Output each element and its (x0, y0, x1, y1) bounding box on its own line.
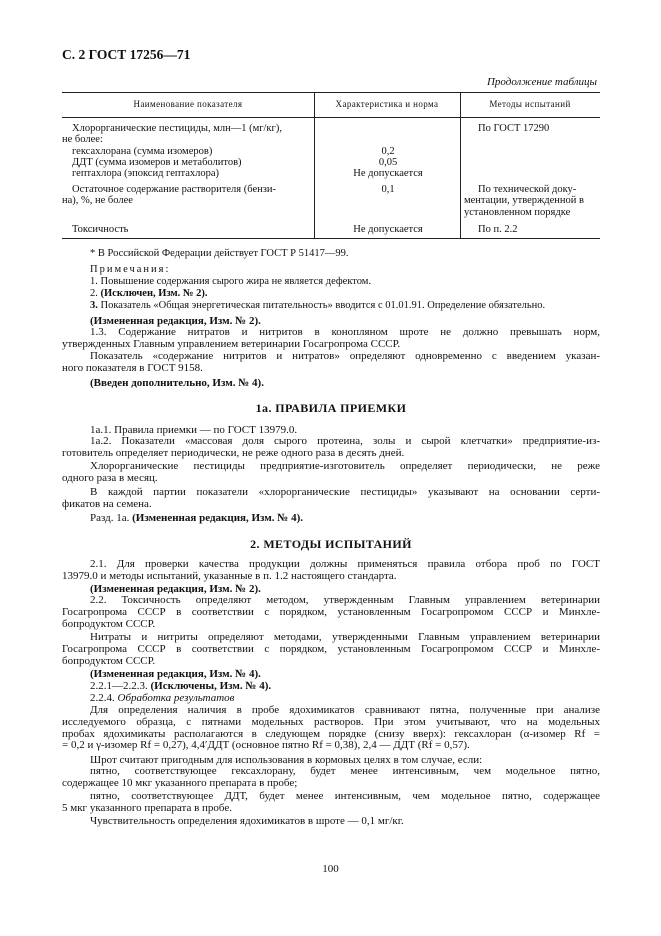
table-row (62, 123, 312, 179)
cell-norm-line: Не допускается (353, 168, 423, 180)
paragraph-line: готовитель определяет периодически, не реже одного раза в десять дней. (62, 446, 405, 459)
column-header-norm: Характеристика и норма (335, 99, 439, 109)
footnote: * В Российской Федерации действует ГОСТ Р 51417—99. (90, 248, 349, 259)
paragraph-nitrites (62, 351, 600, 375)
paragraph-detection (62, 705, 600, 752)
note-3-number: 3. (90, 300, 98, 311)
page-number: 100 (322, 863, 339, 875)
paragraph-line: пятно, соответствующее гексахлорану, будет менее интенсивным, чем модельное пятно, (90, 765, 600, 777)
paragraph-line: 1.3. Содержание нитратов и нитритов в конопляном шроте не должно превышать норм, (90, 326, 600, 338)
note-2-text: (Исключен, Изм. № 2). (100, 288, 208, 299)
paragraph-line: Нитраты и нитриты определяют методами, утвержденными Главным управлением ветеринарии (90, 631, 600, 643)
paragraph-line: одного раза в месяц. (62, 471, 158, 484)
cell-name-line: не более: (62, 134, 103, 146)
clause-title: Обработка результатов (117, 692, 235, 704)
paragraph-line: утвержденных Главным управлением ветеринарии Госагропрома СССР. (62, 337, 401, 350)
table-cell-norm (318, 224, 458, 235)
table-row (62, 224, 312, 235)
clause-text: (Исключены, Изм. № 4). (150, 680, 272, 692)
paragraph-2-2 (62, 595, 600, 630)
paragraph-line: содержащее 10 мкг указанного препарата в пробе; (62, 776, 298, 789)
paragraph-suitability: Шрот считают пригодным для использования в кормовых целях в том случае, если: (90, 754, 483, 766)
table-header-rule (62, 117, 600, 118)
paragraph-pesticides (62, 461, 600, 485)
table-cell-norm (318, 123, 458, 179)
page-header: С. 2 ГОСТ 17256—71 (62, 47, 191, 62)
table-divider-1 (314, 92, 315, 238)
paragraph-line: бопродуктом СССР. (62, 617, 156, 630)
cell-norm-line: 0,05 (378, 156, 398, 168)
paragraph-2-2-4 (90, 692, 234, 704)
table-cell-method (464, 123, 613, 134)
table-cell-norm (318, 184, 458, 195)
clause-number: 2.2.1—2.2.3. (90, 680, 148, 692)
paragraph-line: ного показателя в ГОСТ 9158. (62, 361, 203, 374)
amendment-note: (Измененная редакция, Изм. № 2). (90, 583, 261, 595)
paragraph-line: = 0,2 и γ-изомер Rf = 0,27), 4,4ʹДДТ (основное пятно Rf = 0,38), 2,4 — ДДТ (Rf = 0,57). (62, 739, 470, 752)
cell-method-line: установленном порядке (464, 206, 571, 218)
paragraph-2-1 (62, 559, 600, 583)
paragraph-line: бопродуктом СССР. (62, 654, 156, 667)
amendment-note: (Измененная редакция, Изм. № 2). (90, 315, 261, 327)
paragraph-line: Показатель «содержание нитритов и нитратов» определяют одновременно с введением указан- (90, 350, 600, 362)
column-header-method: Методы испытаний (489, 99, 571, 109)
cell-name-line: на), %, не более (62, 195, 133, 207)
cell-method-line: ментации, утвержденной в (464, 195, 585, 207)
paragraph-nitrates-methods (62, 632, 600, 667)
clause-number: 2.2.4. (90, 692, 115, 704)
paragraph-1a-2 (62, 436, 600, 460)
paragraph-line: пятно, соответствующее ДДТ, будет менее интенсивным, чем модельное пятно, содержащее (90, 790, 600, 802)
paragraph-line: исследуемого образца, с пятнами модельных растворов. При этом учитывают, что на модельных (62, 715, 600, 728)
amendment-note: (Введен дополнительно, Изм. № 4). (90, 377, 264, 389)
section-amendment (90, 512, 303, 524)
paragraph-1a-1: 1а.1. Правила приемки — по ГОСТ 13979.0. (90, 424, 298, 436)
paragraph-line: Госагропрома СССР в соответствии с порядком, установленным Госагропромом СССР и Минхле- (62, 642, 600, 655)
cell-method-line: По ГОСТ 17290 (478, 123, 550, 134)
amendment-text: (Измененная редакция, Изм. № 4). (132, 512, 304, 524)
cell-norm-line: 0,1 (381, 184, 395, 195)
paragraph-line: 1а.2. Показатели «массовая доля сырого протеина, золы и сырой клетчатки» предприятие-из- (90, 435, 600, 447)
cell-method-line: По технической доку- (478, 184, 577, 195)
table-cell-method (464, 224, 613, 235)
cell-method-line: По п. 2.2 (478, 224, 518, 235)
note-1: 1. Повышение содержания сырого жира не является дефектом. (90, 276, 372, 287)
table-bottom-rule (62, 238, 600, 239)
paragraph-line: 2.1. Для проверки качества продукции должны применяться правила отбора проб по ГОСТ (90, 558, 600, 570)
section-heading-2: 2. МЕТОДЫ ИСПЫТАНИЙ (250, 537, 412, 551)
cell-name-line: Хлорорганические пестициды, млн—1 (мг/кг), (72, 123, 282, 134)
paragraph-line: 13979.0 и методы испытаний, указанные в п. 1.2 настоящего стандарта. (62, 569, 397, 582)
table-top-rule (62, 92, 600, 93)
paragraph-line: В каждой партии показатели «хлорорганические пестициды» указывают на основании серти- (90, 486, 600, 498)
section-heading-1a: 1а. ПРАВИЛА ПРИЕМКИ (255, 401, 407, 415)
paragraph-2-2-1 (90, 680, 271, 692)
paragraph-spot-1 (62, 766, 600, 790)
paragraph-line: фикатов на семена. (62, 497, 152, 510)
table-divider-2 (460, 92, 461, 238)
table-cell-method (464, 184, 599, 218)
paragraph-line: 2.2. Токсичность определяют методом, утвержденным Главным управлением ветеринарии (90, 594, 600, 606)
amendment-prefix: Разд. 1а. (90, 512, 130, 524)
cell-name-line: гексахлорана (сумма изомеров) (72, 145, 213, 157)
paragraph-line: 5 мкг указанного препарата в пробе. (62, 801, 232, 814)
table-continued-label: Продолжение таблицы (486, 76, 597, 88)
note-2-number: 2. (90, 288, 98, 299)
cell-name-line: Остаточное содержание растворителя (бензи- (72, 184, 276, 195)
amendment-note: (Измененная редакция, Изм. № 4). (90, 668, 261, 680)
table-row (62, 184, 312, 207)
paragraph-sensitivity: Чувствительность определения ядохимикатов в шроте — 0,1 мг/кг. (90, 815, 404, 827)
cell-name-line: ДДТ (сумма изомеров и метаболитов) (72, 156, 242, 168)
notes-title: Примечания: (90, 264, 171, 275)
note-3 (90, 300, 545, 311)
cell-name-line: Токсичность (72, 224, 129, 235)
note-3-text: Показатель «Общая энергетическая питательность» вводится с 01.01.91. Определение обязательно. (100, 300, 546, 311)
paragraph-line: Хлорорганические пестициды предприятие-изготовитель определяет периодически, не реже (90, 460, 600, 472)
note-2 (90, 288, 207, 299)
paragraph-spot-2 (62, 791, 600, 815)
paragraph-line: Госагропрома СССР в соответствии с порядком, установленным Госагропромом СССР и Минхле- (62, 605, 600, 618)
paragraph-line: Для определения наличия в пробе ядохимикатов сравнивают пятна, полученные при анализе (90, 704, 600, 716)
paragraph-batch (62, 487, 600, 511)
cell-name-line: гептахлора (эпоксид гептахлора) (72, 168, 220, 180)
column-header-name: Наименование показателя (133, 99, 243, 109)
cell-norm-line: Не допускается (353, 224, 423, 235)
cell-norm-line: 0,2 (381, 145, 395, 157)
paragraph-1-3 (62, 327, 600, 351)
paragraph-line: пробах ядохимикаты располагаются в следующем порядке (снизу вверх): гексахлоран (α-изомер Rf = (62, 727, 600, 740)
